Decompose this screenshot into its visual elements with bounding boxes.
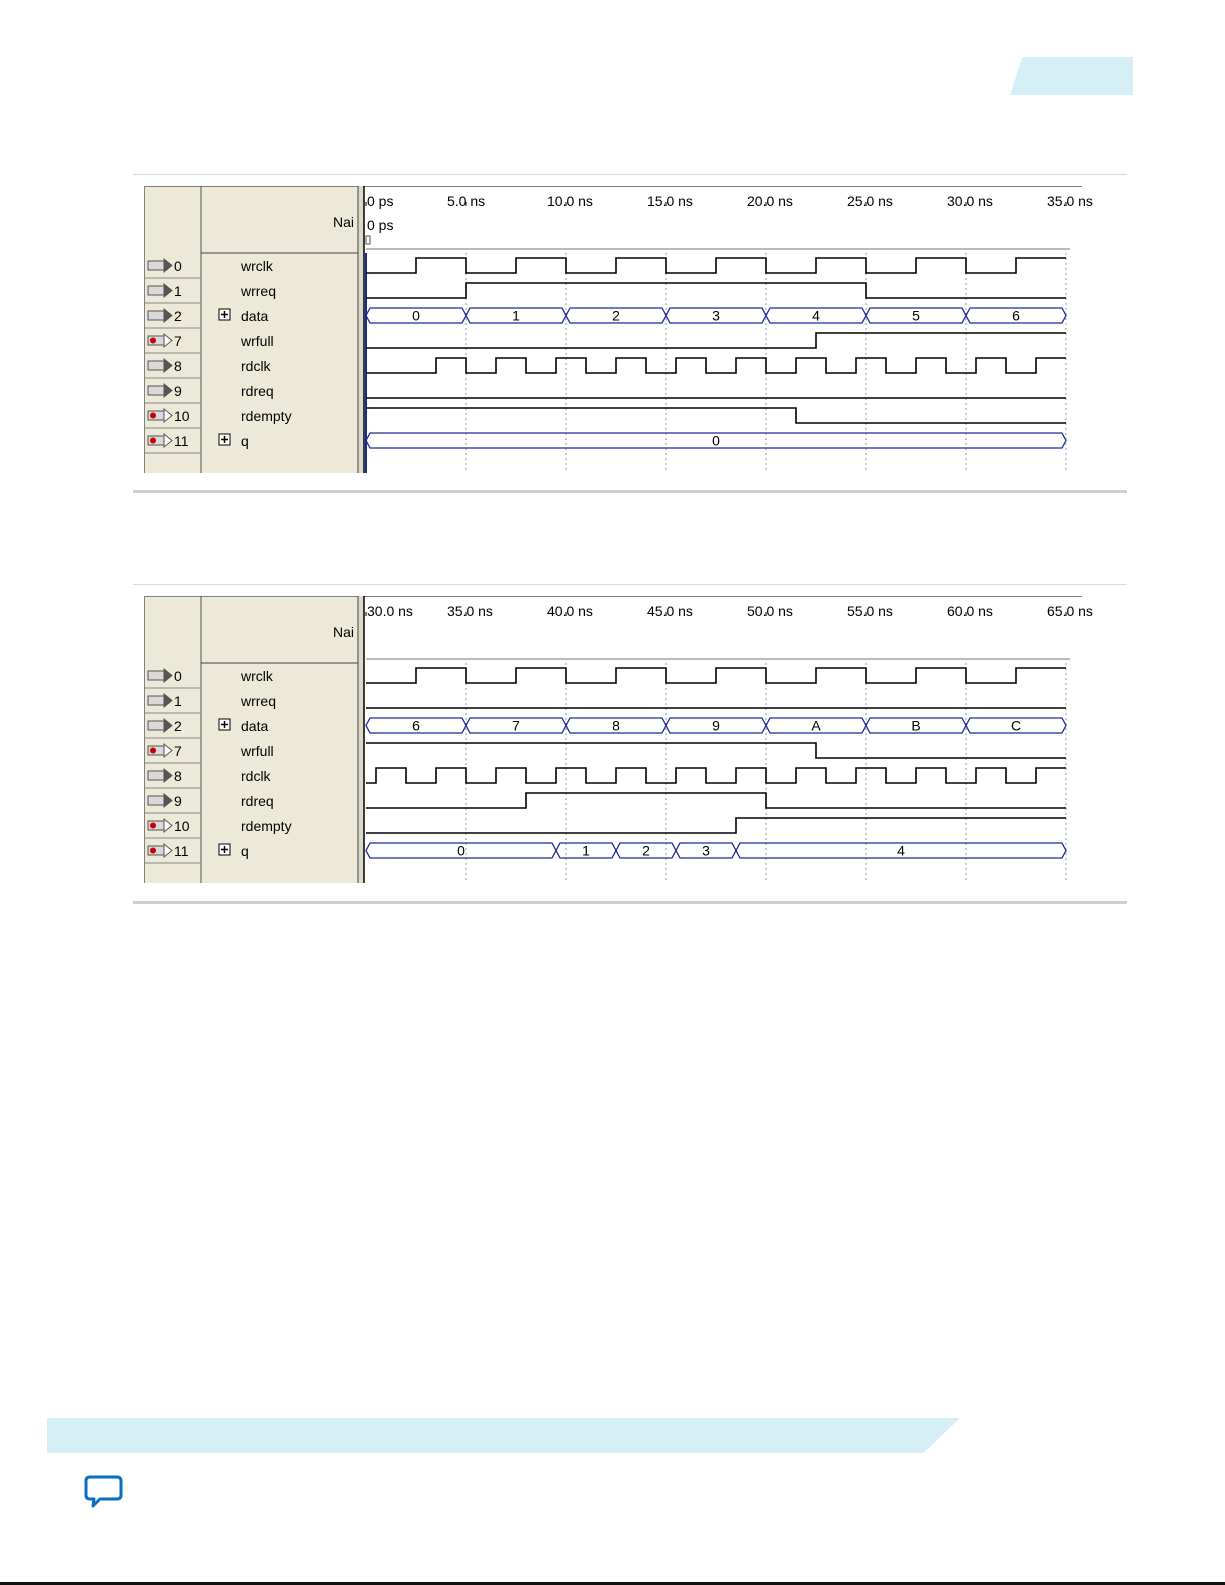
- wave-area-bg: [358, 596, 1082, 883]
- expand-plus-icon[interactable]: [219, 309, 230, 320]
- signal-index: 1: [174, 283, 182, 299]
- wave-area-bg: [358, 186, 1082, 473]
- bus-value-label: 6: [1012, 307, 1020, 324]
- signal-name: wrfull: [241, 743, 274, 759]
- cursor-time-label: 0 ps: [367, 217, 394, 233]
- signal-index: 10: [174, 818, 190, 834]
- signal-list-bg: [144, 186, 358, 473]
- time-tick-label: 20.0 ns: [747, 193, 793, 209]
- signal-name: wrclk: [241, 258, 273, 274]
- time-tick-label: 5.0 ns: [447, 193, 486, 209]
- bus-value-label: 1: [582, 842, 590, 859]
- signal-name: wrclk: [241, 668, 273, 684]
- bus-value-label: 5: [912, 307, 920, 324]
- time-tick-label: 55.0 ns: [847, 603, 893, 619]
- footer-accent-bar: [47, 1418, 960, 1453]
- time-tick-label: 10.0 ns: [547, 193, 593, 209]
- time-tick-label: 35.0 ns: [1047, 193, 1093, 209]
- figure-top-rule: [133, 174, 1127, 175]
- bus-value-label: 6: [412, 717, 420, 734]
- signal-index: 0: [174, 668, 182, 684]
- bus-value-label: 0: [712, 432, 720, 449]
- waveform-panel-2: [144, 596, 1093, 883]
- bus-value-label: 9: [712, 717, 720, 734]
- signal-name: q: [241, 433, 249, 449]
- bus-value-label: 8: [612, 717, 620, 734]
- feedback-speech-bubble-icon[interactable]: [84, 1474, 124, 1510]
- splitter: [358, 186, 364, 473]
- bus-value-label: 0: [412, 307, 420, 324]
- signal-name: q: [241, 843, 249, 859]
- signal-index: 7: [174, 743, 182, 759]
- bus-value-label: 3: [702, 842, 710, 859]
- bus-value-label: 1: [512, 307, 520, 324]
- signal-index: 9: [174, 383, 182, 399]
- signal-name: rdreq: [241, 793, 274, 809]
- signal-name: wrfull: [241, 333, 274, 349]
- signal-name: rdempty: [241, 818, 292, 834]
- signal-index: 7: [174, 333, 182, 349]
- bus-value-label: 7: [512, 717, 520, 734]
- bus-value-label: 2: [612, 307, 620, 324]
- bus-value-label: B: [911, 717, 921, 734]
- header-accent-tab: [1010, 57, 1133, 95]
- splitter: [358, 596, 364, 883]
- time-tick-label: 65.0 ns: [1047, 603, 1093, 619]
- name-column-header: Nai: [332, 214, 354, 230]
- signal-list-bg: [144, 596, 358, 883]
- signal-index: 10: [174, 408, 190, 424]
- signal-name: data: [241, 718, 269, 734]
- signal-index: 2: [174, 718, 182, 734]
- bus-value-label: 4: [812, 307, 820, 324]
- signal-index: 1: [174, 693, 182, 709]
- time-tick-label: 30.0 ns: [947, 193, 993, 209]
- time-tick-label: 45.0 ns: [647, 603, 693, 619]
- signal-index: 9: [174, 793, 182, 809]
- signal-name: rdclk: [241, 358, 271, 374]
- expand-plus-icon[interactable]: [219, 434, 230, 445]
- name-column-header: Nai: [332, 624, 354, 640]
- cursor-handle: [366, 236, 370, 244]
- figure-bottom-rule: [133, 490, 1127, 493]
- waveform-svg-1: [144, 186, 1093, 473]
- signal-name: data: [241, 308, 269, 324]
- time-tick-label: 25.0 ns: [847, 193, 893, 209]
- bus-value-label: 4: [897, 842, 905, 859]
- bus-value-label: C: [1010, 717, 1022, 734]
- signal-index: 8: [174, 358, 182, 374]
- signal-index: 2: [174, 308, 182, 324]
- signal-name: rdclk: [241, 768, 271, 784]
- time-tick-label: 40.0 ns: [547, 603, 593, 619]
- figure-bottom-rule: [133, 901, 1127, 904]
- bus-value-label: A: [811, 717, 821, 734]
- time-tick-label: 0 ps: [367, 193, 394, 209]
- signal-name: rdreq: [241, 383, 274, 399]
- signal-index: 11: [174, 433, 189, 449]
- time-tick-label: 50.0 ns: [747, 603, 793, 619]
- bus-value-label: 2: [642, 842, 650, 859]
- time-tick-label: 60.0 ns: [947, 603, 993, 619]
- bus-value-label: 3: [712, 307, 720, 324]
- signal-name: wrreq: [241, 693, 277, 709]
- signal-name: wrreq: [241, 283, 277, 299]
- signal-index: 8: [174, 768, 182, 784]
- expand-plus-icon[interactable]: [219, 719, 230, 730]
- expand-plus-icon[interactable]: [219, 844, 230, 855]
- bus-value-label: 0: [457, 842, 465, 859]
- signal-index: 11: [174, 843, 189, 859]
- signal-name: rdempty: [241, 408, 292, 424]
- waveform-panel-1: [144, 186, 1093, 473]
- time-tick-label: 15.0 ns: [647, 193, 693, 209]
- time-tick-label: 30.0 ns: [367, 603, 413, 619]
- time-tick-label: 35.0 ns: [447, 603, 493, 619]
- signal-index: 0: [174, 258, 182, 274]
- waveform-svg-2: [144, 596, 1093, 883]
- figure-top-rule: [133, 584, 1127, 585]
